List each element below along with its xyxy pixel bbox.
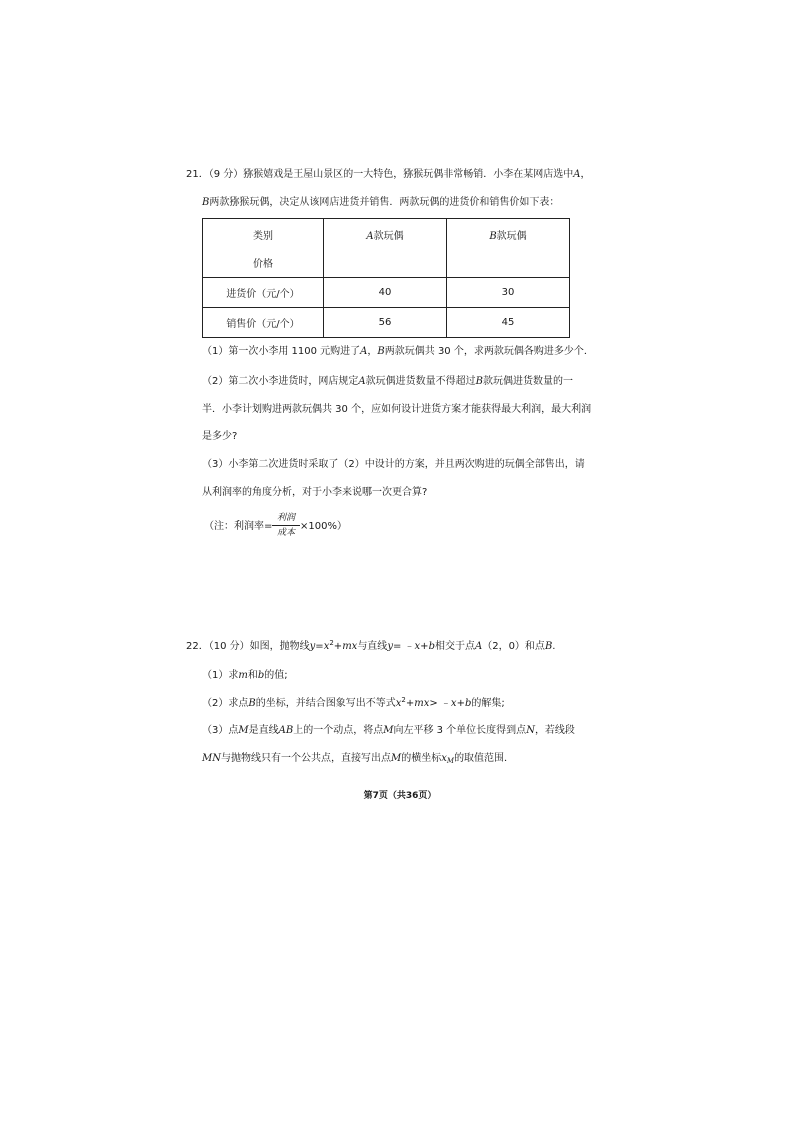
var-b: B	[377, 346, 385, 357]
var-b: B	[489, 231, 497, 242]
table-cell: 30	[447, 278, 570, 308]
q21-intro-text: 21．（9 分）猕猴嬉戏是王屋山景区的一大特色，猕猴玩偶非常畅销．小李在某网店选中	[186, 169, 574, 180]
punct: ，	[580, 169, 591, 180]
var-b: B	[248, 698, 256, 709]
q22-line1	[186, 640, 555, 654]
punct: ，	[367, 346, 378, 357]
text: 的取值范围．	[454, 753, 515, 764]
q21-line2	[202, 196, 559, 210]
var-b: B	[544, 641, 553, 652]
table-header-a	[324, 219, 447, 278]
var-a: A	[366, 231, 374, 242]
var-x: x	[414, 641, 421, 652]
text: （1）第一次小李用 1100 元购进了	[202, 346, 361, 357]
profit-rate-fraction	[272, 512, 300, 539]
var-m: m	[238, 670, 248, 681]
var-b: b	[257, 670, 265, 681]
var-n: N	[526, 725, 535, 736]
op: +	[333, 641, 343, 652]
text: （1）求	[202, 670, 239, 681]
op: +	[420, 641, 429, 652]
var-x: x	[450, 698, 457, 709]
text: 相交于点	[434, 641, 475, 652]
op: +	[405, 698, 415, 709]
fraction-denominator: 成本	[276, 528, 295, 538]
text: 和	[247, 670, 258, 681]
punct: .	[552, 641, 556, 652]
var-x: x	[395, 698, 402, 709]
table-cell: 45	[447, 308, 570, 338]
q21-intro-text-2: 两款猕猴玩偶，决定从该网店进货并销售．两款玩偶的进货价和销售价如下表：	[209, 197, 560, 208]
subscript: M	[446, 757, 455, 765]
var-m: M	[383, 725, 394, 736]
table-header-b	[447, 219, 570, 278]
var-y: y	[309, 641, 316, 652]
price-table	[202, 218, 570, 338]
header-a-label: 款玩偶	[373, 231, 404, 242]
text: （3）点	[202, 725, 239, 736]
text: 向左平移 3 个单位长度得到点	[393, 725, 527, 736]
op: > ﹣	[429, 698, 451, 709]
text: 与直线	[357, 641, 388, 652]
header-b-label: 款玩偶	[496, 231, 527, 242]
q21-line1	[186, 168, 591, 182]
table-corner-cell	[203, 219, 324, 278]
text: 的值;	[264, 670, 288, 681]
q21-part2-line1	[202, 375, 573, 389]
text: 的横坐标	[401, 753, 442, 764]
text: 的坐标，并结合图象写出不等式	[255, 698, 396, 709]
text: 款玩偶进货数量不得超过	[365, 376, 476, 387]
op: = ﹣	[392, 641, 415, 652]
var-b: B	[475, 376, 483, 387]
var-a: A	[360, 346, 368, 357]
table-row-label: 进货价（元/个）	[203, 278, 324, 308]
q22-part2	[202, 697, 505, 711]
var-m: M	[238, 725, 249, 736]
var-b: b	[464, 698, 472, 709]
q22-part3-line1	[202, 724, 575, 738]
exponent: 2	[401, 696, 406, 704]
op: =	[315, 641, 324, 652]
var-mx: mx	[342, 641, 358, 652]
text: （2）求点	[202, 698, 249, 709]
q21-part3-line2: 从利润率的角度分析，对于小李来说哪一次更合算?	[202, 487, 428, 498]
text: （2）第二次小李进货时，网店规定	[202, 376, 359, 387]
var-ab: AB	[278, 725, 294, 736]
text: （2，0）和点	[482, 641, 545, 652]
var-mn: MN	[202, 753, 221, 764]
table-cell: 56	[324, 308, 447, 338]
var-b: b	[428, 641, 435, 652]
text: 两款玩偶共 30 个，求两款玩偶各购进多少个．	[384, 346, 594, 357]
var-a: A	[573, 169, 581, 180]
q21-part2-line3: 是多少?	[202, 431, 238, 442]
var-mx: mx	[414, 698, 430, 709]
var-a: A	[474, 641, 483, 652]
q21-note-left: （注：利润率=	[204, 521, 273, 532]
text: 上的一个动点，将点	[293, 725, 384, 736]
corner-category-label: 类别	[253, 231, 273, 242]
fraction-bar	[272, 525, 300, 526]
q22-part1	[202, 669, 288, 683]
q22-part3-line2	[202, 752, 514, 766]
var-x: x	[441, 753, 447, 764]
var-a: A	[358, 376, 366, 387]
table-cell: 40	[324, 278, 447, 308]
q21-part3-line1: （3）小李第二次进货时采取了（2）中设计的方案，并且两次购进的玩偶全部售出，请	[202, 459, 585, 470]
fraction-numerator: 利润	[276, 513, 295, 523]
q21-part1	[202, 345, 594, 359]
exponent: 2	[329, 639, 334, 647]
corner-price-label: 价格	[253, 259, 273, 270]
text: 款玩偶进货数量的一	[482, 376, 573, 387]
text: 是直线	[248, 725, 279, 736]
table-row-label: 销售价（元/个）	[203, 308, 324, 338]
var-y: y	[387, 641, 393, 652]
q21-note-right: ×100%）	[300, 521, 347, 532]
text: ，若线段	[534, 725, 575, 736]
var-b: B	[202, 197, 210, 208]
q21-part2-line2: 半．小李计划购进两款玩偶共 30 个，应如何设计进货方案才能获得最大利润，最大利润	[202, 404, 592, 415]
op: +	[456, 698, 465, 709]
var-x: x	[323, 641, 330, 652]
var-m: M	[391, 753, 402, 764]
text: 22．（10 分）如图，抛物线	[186, 641, 310, 652]
text: 与抛物线只有一个公共点，直接写出点	[221, 753, 391, 764]
text: 的解集;	[471, 698, 505, 709]
page-footer: 第7页（共36页）	[363, 791, 437, 801]
